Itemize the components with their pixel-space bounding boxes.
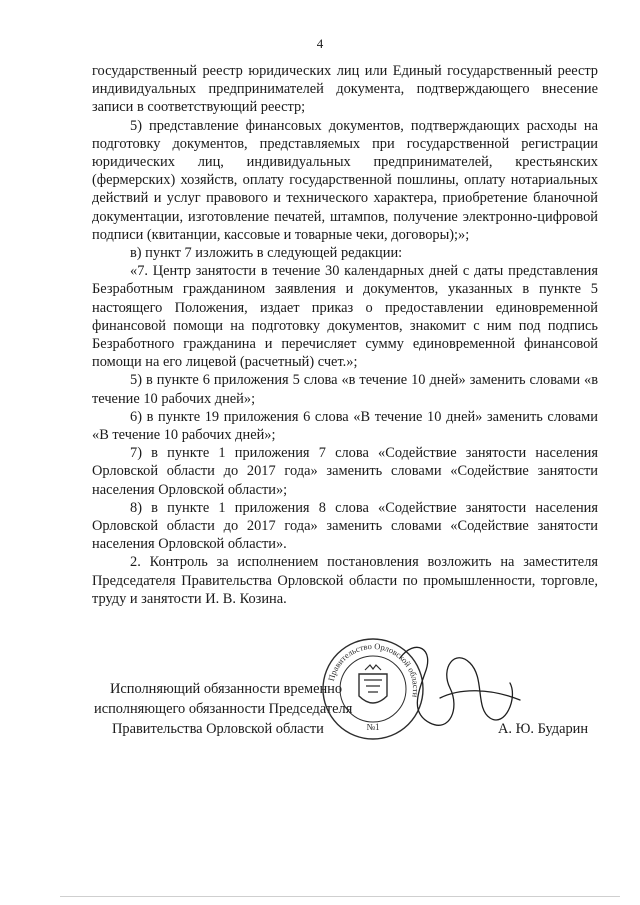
paragraph: 7) в пункте 1 приложения 7 слова «Содействие занятости населения Орловской области до 2017 года» заменить словами «Содействие занятости населения Орловской области»; — [92, 445, 598, 498]
paragraph: 8) в пункте 1 приложения 8 слова «Содействие занятости населения Орловской области до 2017 года» заменить словами «Содействие занятости населения Орловской области». — [92, 499, 598, 553]
seal-number: №1 — [366, 722, 380, 732]
page-bottom-rule — [60, 896, 620, 897]
page-number: 4 — [316, 36, 324, 51]
signature-title-line-2: исполняющего обязанности Председателя — [94, 701, 353, 717]
paragraph: в) пункт 7 изложить в следующей редакции: — [130, 245, 403, 262]
paragraph: 2. Контроль за исполнением постановления возложить на заместителя Председателя Правительства Орловской области по промышленности, торговле, труду и занятости И. В. Козина. — [92, 554, 598, 607]
handwritten-signature — [380, 628, 530, 748]
signature-title-line-3: Правительства Орловской области — [112, 721, 324, 737]
paragraph: 6) в пункте 19 приложения 6 слова «В течение 10 дней» заменить словами «В течение 10 рабочих дней»; — [92, 408, 598, 444]
paragraph: 5) представление финансовых документов, подтверждающих расходы на подготовку документов, представляемых при государственной регистрации юридических лиц, индивидуальных предпринимателей, крестьянских (фермерских) хозяйств, оплату государственной пошлины, оплату нотариальных действий и услуг правового и технического характера, приобретение бланочной документации, изготовление печатей, штампов, получение электронно-цифровой подписи (квитанции, кассовые и товарные чеки, договоры);»; — [92, 117, 598, 243]
paragraph: государственный реестр юридических лиц или Единый государственный реестр индивидуальных предпринимателей документа, подтверждающего внесение записи в соответствующий реестр; — [92, 63, 598, 116]
paragraph: 5) в пункте 6 приложения 5 слова «в течение 10 дней» заменить словами «в течение 10 рабочих дней»; — [92, 372, 598, 407]
signature-title-line-1: Исполняющий обязанности временно — [110, 681, 343, 697]
document-body — [92, 62, 598, 608]
svg-text:Правительство Орловской област: Правительство Орловской области — [325, 640, 422, 698]
signatory-name: А. Ю. Бударин — [498, 721, 589, 737]
paragraph: «7. Центр занятости в течение 30 календарных дней с даты представления Безработным гражданином заявления и документов, указанных в пункте 5 настоящего Положения, издает приказ о предоставлении единовременной финансовой помощи на подготовку документов, знакомит с ним под подпись Безработного гражданина и перечисляет сумму единовременной финансовой помощи на его лицевой (расчетный) счет.»; — [92, 263, 598, 371]
